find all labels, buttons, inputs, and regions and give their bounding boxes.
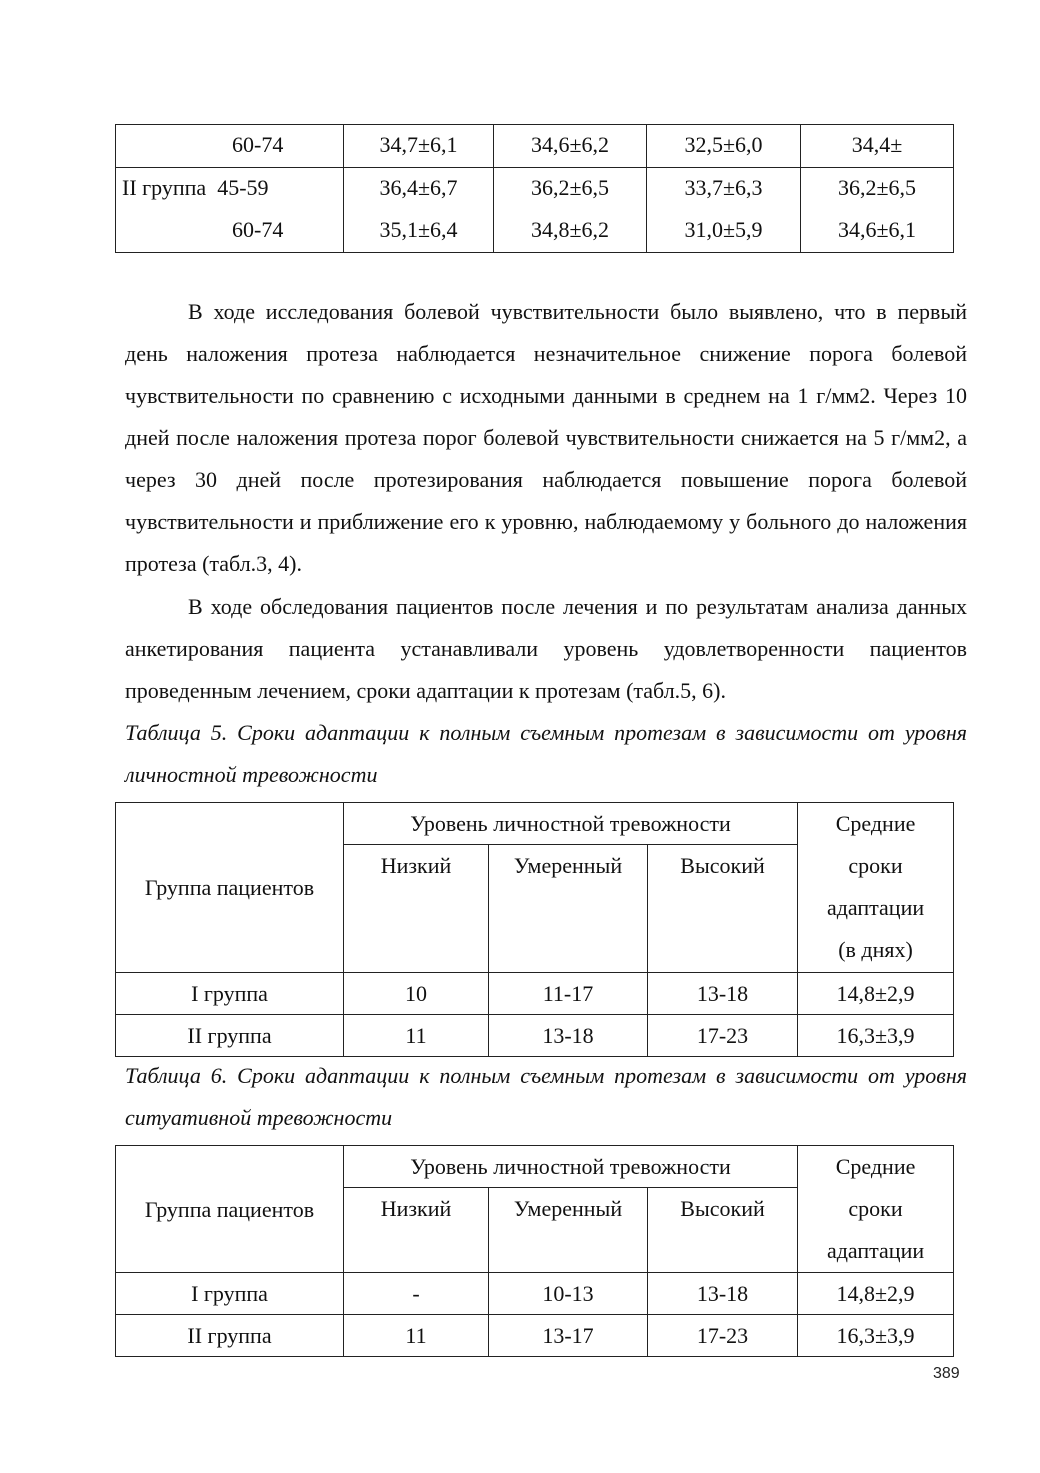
table-row (116, 210, 954, 253)
table-cell: 14,8±2,9 (798, 1273, 954, 1315)
table-cell: 34,6±6,1 (801, 210, 954, 253)
table-row (116, 973, 954, 1015)
table-cell: 13-18 (648, 973, 798, 1015)
table-row (116, 1146, 954, 1188)
table-cell: 36,2±6,5 (494, 168, 647, 211)
header-low: Низкий (344, 845, 489, 973)
table-cell: 11-17 (489, 973, 648, 1015)
header-avg-line: (в днях) (838, 937, 913, 962)
header-avg-cell (798, 803, 954, 973)
header-low: Низкий (344, 1188, 489, 1273)
table-cell: 32,5±6,0 (647, 125, 801, 168)
table-cell: 34,6±6,2 (494, 125, 647, 168)
table-row (116, 125, 954, 168)
header-group-cell (116, 803, 344, 973)
table-cell: I группа (116, 973, 344, 1015)
header-avg-line: сроки (848, 1196, 903, 1221)
table-row (116, 1273, 954, 1315)
header-avg-line: сроки (848, 853, 903, 878)
table-cell: 17-23 (648, 1315, 798, 1357)
table-row (116, 168, 954, 211)
group-label: II группа (122, 175, 207, 200)
age-label: 45-59 (217, 175, 269, 200)
table-cell: 17-23 (648, 1015, 798, 1057)
table-cell: 13-17 (489, 1315, 648, 1357)
header-group: Группа пациентов (144, 1196, 315, 1222)
body-paragraph: В ходе обследования пациентов после лечения и по результатам анализа данных анкетирования пациента устанавливали уровень удовлетворенности пациентов проведенным лечением, сроки адаптации к протезам (табл.5, 6). (125, 594, 967, 703)
table-cell: 10-13 (489, 1273, 648, 1315)
table-cell: 34,8±6,2 (494, 210, 647, 253)
group-age-cell (116, 210, 344, 253)
table-cell: II группа (116, 1015, 344, 1057)
header-level: Уровень личностной тревожности (344, 1146, 798, 1188)
header-level: Уровень личностной тревожности (344, 803, 798, 845)
table-row (116, 1315, 954, 1357)
table-5 (115, 802, 954, 1057)
header-moderate: Умеренный (489, 845, 648, 973)
table-cell: 13-18 (489, 1015, 648, 1057)
table-cell: 33,7±6,3 (647, 168, 801, 211)
table-cell: 13-18 (648, 1273, 798, 1315)
table-cell: 36,2±6,5 (801, 168, 954, 211)
group-age-cell (116, 125, 344, 168)
age-label: 60-74 (232, 132, 284, 157)
header-moderate: Умеренный (489, 1188, 648, 1273)
table-cell: - (344, 1273, 489, 1315)
header-avg-line: Средние (835, 1154, 916, 1179)
table-cell: 34,7±6,1 (344, 125, 494, 168)
header-high: Высокий (648, 1188, 798, 1273)
header-avg-line: Средние (835, 811, 916, 836)
table-cell: 16,3±3,9 (798, 1315, 954, 1357)
header-avg-line: адаптации (826, 1238, 925, 1263)
table-cell: 35,1±6,4 (344, 210, 494, 253)
table-cell: 11 (344, 1015, 489, 1057)
header-group-cell (116, 1146, 344, 1273)
page-number: 389 (933, 1365, 960, 1382)
table-row (116, 1015, 954, 1057)
table-cell: I группа (116, 1273, 344, 1315)
header-avg-line: адаптации (826, 895, 925, 920)
table-cell: 34,4± (801, 125, 954, 168)
table-row (116, 803, 954, 845)
age-label: 60-74 (232, 217, 284, 242)
table-caption: Таблица 5. Сроки адаптации к полным съемным протезам в зависимости от уровня личностной тревожности (125, 720, 967, 787)
header-group: Группа пациентов (144, 875, 315, 900)
table-cell: 31,0±5,9 (647, 210, 801, 253)
continuation-table (115, 124, 954, 253)
body-paragraph: В ходе исследования болевой чувствительности было выявлено, что в первый день наложения протеза наблюдается незначительное снижение порога болевой чувствительности по сравнению с исходными данными в среднем на 1 г/мм2. Через 10 дней после наложения протеза порог болевой чувствительности снижается на 5 г/мм2, а через 30 дней после протезирования наблюдается повышение порога болевой чувствительности и приближение его к уровню, наблюдаемому у больного до наложения протеза (табл.3, 4). (125, 299, 967, 576)
header-high: Высокий (648, 845, 798, 973)
table-cell: 10 (344, 973, 489, 1015)
group-age-cell (116, 168, 344, 211)
table-cell: II группа (116, 1315, 344, 1357)
table-caption: Таблица 6. Сроки адаптации к полным съемным протезам в зависимости от уровня ситуативной тревожности (125, 1063, 967, 1130)
table-cell: 11 (344, 1315, 489, 1357)
table-cell: 14,8±2,9 (798, 973, 954, 1015)
table-cell: 16,3±3,9 (798, 1015, 954, 1057)
table-cell: 36,4±6,7 (344, 168, 494, 211)
header-avg-cell (798, 1146, 954, 1273)
table-6 (115, 1145, 954, 1357)
